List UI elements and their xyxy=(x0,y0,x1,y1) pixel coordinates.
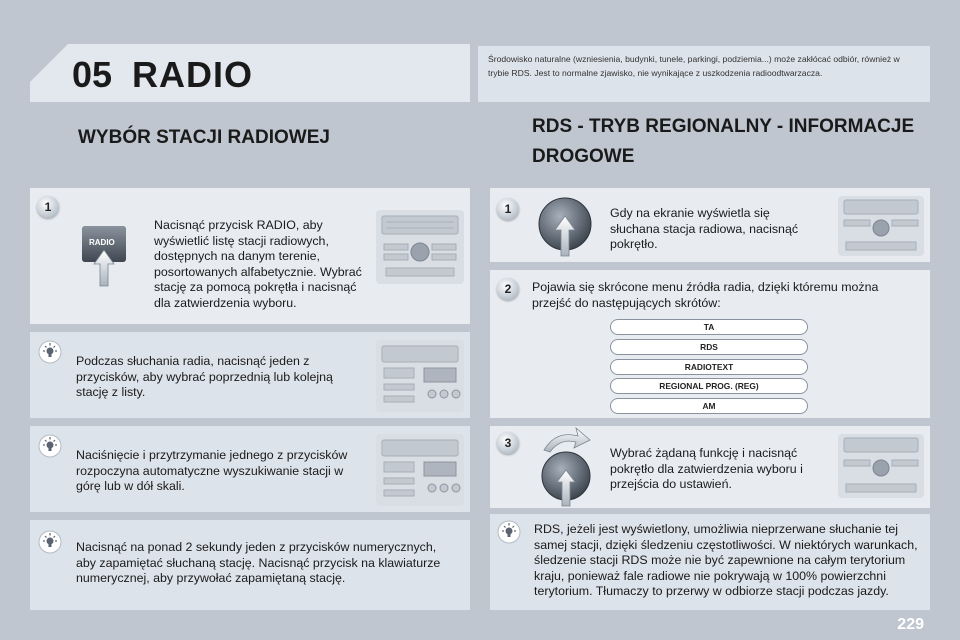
left-tip2-text: Naciśnięcie i przytrzymanie jednego z przycisków rozpoczyna automatyczne wyszukiwanie stacji w górę lub w dół skali. xyxy=(76,448,348,493)
lightbulb-icon xyxy=(38,434,62,458)
page-number: 229 xyxy=(897,616,924,633)
left-tip3-text: Nacisnąć na ponad 2 sekundy jeden z przycisków numerycznych, aby zapamiętać słuchaną stację. Nacisnąć przycisk na klawiaturze numerycznej, aby przywołać zapamiętaną stację. xyxy=(76,540,441,585)
radio-console-illustration xyxy=(376,210,464,284)
right-step3-text: Wybrać żądaną funkcję i nacisnąć pokrętło dla zatwierdzenia wyboru i przejścia do ustawień. xyxy=(610,446,803,491)
radio-console-illustration xyxy=(376,340,464,412)
menu-item-am[interactable]: AM xyxy=(610,398,808,414)
step-badge: 1 xyxy=(37,196,59,218)
radio-console-illustration xyxy=(838,434,924,498)
left-section-title: WYBÓR STACJI RADIOWEJ xyxy=(78,127,330,148)
radio-console-illustration xyxy=(376,434,464,506)
radio-button-press-illustration xyxy=(80,220,130,288)
right-tip-text: RDS, jeżeli jest wyświetlony, umożliwia nieprzerwane słuchanie tej samej stacji, dzięki śledzeniu częstotliwości. W niektórych warunkach, śledzenie stacji RDS może nie być zapewnione na całym terytorium kraju, ponieważ fale radiowe nie pokrywają w 100% powierzchni terytorium. Tłumaczy to przerwy w odbiorze stacji podczas jazdy. xyxy=(534,522,918,598)
page-title: RADIO xyxy=(132,54,253,95)
lightbulb-icon xyxy=(38,530,62,554)
step-badge: 2 xyxy=(497,278,519,300)
left-step1-text: Nacisnąć przycisk RADIO, aby wyświetlić listę stacji radiowych, dostępnych na danym terenie, posortowanych alfabetycznie. Wybrać stację za pomocą pokrętła i nacisnąć dla zatwierdzenia wyboru. xyxy=(154,218,362,310)
radio-button-label: RADIO xyxy=(89,238,115,247)
header-note-text: Środowisko naturalne (wzniesienia, budynki, tunele, parkingi, podziemia...) może zakłócać odbiór, również w trybie RDS. Jest to normalne zjawisko, nie wynikające z uszkodzenia radioodtwarzacza. xyxy=(488,54,900,78)
step-badge: 3 xyxy=(497,432,519,454)
menu-item-radiotext[interactable]: RADIOTEXT xyxy=(610,359,808,375)
lightbulb-icon xyxy=(38,340,62,364)
menu-item-rds[interactable]: RDS xyxy=(610,339,808,355)
right-step1-text: Gdy na ekranie wyświetla się słuchana stacja radiowa, nacisnąć pokrętło. xyxy=(610,206,799,251)
right-section-title: RDS - TRYB REGIONALNY - INFORMACJE DROGOWE xyxy=(532,116,915,167)
knob-rotate-press-illustration xyxy=(536,424,596,508)
right-step2-text: Pojawia się skrócone menu źródła radia, dzięki któremu można przejść do następujących skrótów: xyxy=(532,280,879,310)
radio-console-illustration xyxy=(838,196,924,256)
menu-item-ta[interactable]: TA xyxy=(610,319,808,335)
header-note-box xyxy=(478,46,930,102)
knob-press-illustration xyxy=(537,196,593,258)
chapter-number: 05 xyxy=(72,54,113,95)
step-badge: 1 xyxy=(497,198,519,220)
lightbulb-icon xyxy=(497,520,521,544)
left-tip1-text: Podczas słuchania radia, nacisnąć jeden z przycisków, aby wybrać poprzednią lub kolejną stację z listy. xyxy=(76,354,333,399)
menu-item-regional-prog[interactable]: REGIONAL PROG. (REG) xyxy=(610,378,808,394)
